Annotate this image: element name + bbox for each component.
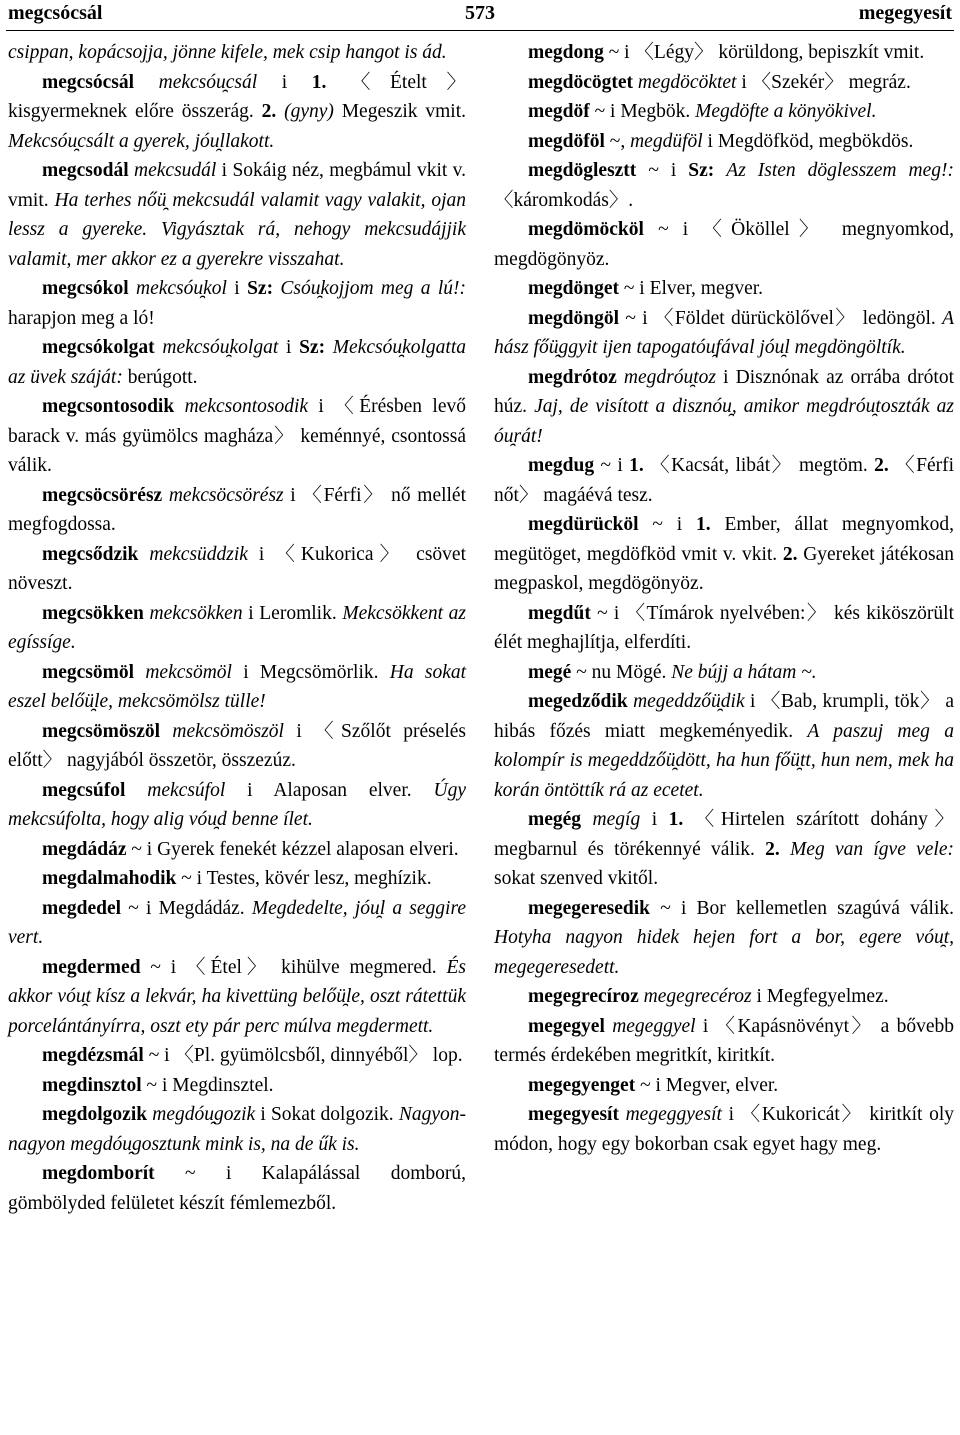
dictionary-entry — [8, 392, 466, 481]
definition-text: i Sokáig néz, megbámul vkit v. vmit. — [8, 160, 466, 211]
italic-text: mekcsüddzik — [149, 543, 248, 565]
headword: megedződik — [528, 691, 628, 712]
bold-label: 2. — [765, 838, 780, 860]
italic-text: Mekcsóu̯csált a gyerek, jóu̯llakott. — [8, 130, 275, 152]
italic-text: Ne bújj a hátam ~. — [671, 661, 817, 683]
dictionary-entry — [494, 982, 954, 1012]
italic-text: A paszuj meg a kolompír is megeddzőü̯dött, ha hun főü̯tt, hun nem, mek ha korán öntöttík rá az ecetet. — [494, 720, 954, 801]
dictionary-entry — [8, 540, 466, 599]
definition-text: i 〈Kukoricát〉 kiritkít oly módon, hogy egy bokorban csak egyet hagy meg. — [494, 1104, 954, 1155]
headword: megdedel — [42, 897, 122, 919]
definition-text: 〈káromkodás〉. — [494, 189, 634, 211]
dictionary-entry — [494, 127, 954, 157]
definition-text: ~ i Megdinsztel. — [141, 1074, 274, 1096]
headword: megdöcögtet — [528, 71, 634, 93]
italic-text: Úgy mekcsúfolta, hogy alig vóu̯d benne ílet. — [8, 779, 467, 830]
italic-text: mekcsömöl — [145, 661, 232, 683]
dictionary-entry — [8, 68, 466, 157]
definition-text: 〈Férfi nőt〉 magáévá tesz. — [494, 455, 955, 506]
italic-text: mekcsúfol — [147, 779, 226, 801]
bold-label: 1. — [668, 809, 684, 830]
bold-label: Sz: — [688, 160, 715, 181]
italic-text: megdöcöktet — [637, 71, 737, 93]
definition-text: ~ i 〈Pl. gyümölcsből, dinnyéből〉 lop. — [143, 1045, 463, 1066]
definition-text: ~ i 〈Légy〉 körüldong, bepiszkít vmit. — [603, 42, 925, 63]
headword: megcsodál — [42, 160, 129, 181]
italic-text: Megdedelte, jóu̯l a seggire vert. — [8, 897, 466, 948]
definition-text: i Megcsömörlik. — [231, 661, 390, 683]
dictionary-entry — [8, 835, 466, 865]
headword: megdomborít — [42, 1163, 155, 1184]
bold-label: 2. — [782, 543, 798, 565]
definition-text: ~ i Testes, kövér lesz, meghízik. — [176, 868, 432, 889]
definition-text: i — [278, 337, 300, 358]
definition-text: ~ i Elver, megver. — [619, 278, 764, 299]
italic-text: megdüföl — [630, 130, 703, 152]
italic-text: mekcsóu̯kolgat — [162, 337, 279, 358]
definition-text — [714, 160, 726, 181]
bold-label: 1. — [311, 71, 327, 93]
definition-text: ~ nu Mögé. — [571, 661, 672, 683]
definition-text: i 〈Szőlőt préselés előtt〉 nagyjából összetör, összezúz. — [8, 720, 467, 771]
definition-text: i 〈Szekér〉 megráz. — [736, 71, 911, 93]
italic-text: megdróu̯toz — [623, 366, 717, 388]
dictionary-entry — [8, 481, 466, 540]
entry-continuation — [8, 38, 466, 68]
headword: megcsődzik — [42, 543, 139, 565]
dictionary-entry — [8, 599, 466, 658]
headword: megcsókolgat — [42, 337, 155, 358]
definition-text: sokat szenved vkitől. — [494, 868, 659, 889]
headword: megdrótoz — [528, 366, 617, 388]
page-header — [8, 0, 952, 30]
definition-text — [138, 544, 149, 565]
dictionary-entry — [494, 451, 954, 510]
definition-text: i Alaposan elver. — [225, 779, 434, 801]
left-column — [8, 38, 466, 1218]
dictionary-entry — [8, 864, 466, 894]
headword: megcsökken — [42, 602, 144, 624]
dictionary-entry — [8, 1041, 466, 1071]
definition-text — [134, 662, 145, 683]
definition-text: ~ i 〈Étel〉 kihülve megmered. — [140, 956, 447, 978]
headword: megdug — [528, 455, 595, 476]
italic-text: megeddzőü̯dik — [633, 691, 745, 712]
definition-text: ~ i 〈Ököllel〉 megnyomkod, megdögönyöz. — [494, 219, 954, 270]
headword: megdönget — [528, 278, 619, 299]
dictionary-entry — [494, 363, 954, 452]
dictionary-entry — [8, 894, 466, 953]
dictionary-entry — [494, 304, 954, 363]
definition-text: ~ i 〈Tímárok nyelvében:〉 kés kiköszörült élét meghajlítja, elferdíti. — [494, 602, 954, 653]
definition-text — [162, 485, 169, 506]
dictionary-entry — [494, 274, 954, 304]
definition-text: i 〈Férfi〉 nő mellét megfogdossa. — [8, 484, 467, 535]
headword: megdöngöl — [528, 307, 620, 329]
definition-text: i 〈Bab, krumpli, tök〉 a hibás főzés miatt megkeményedik. — [494, 691, 954, 742]
definition-text: i Megfegyelmez. — [751, 986, 889, 1007]
header-right-guideword: megegyesít — [858, 2, 952, 24]
italic-text: És akkor vóu̯t kísz a lekvár, ha kivettüng belőü̯le, oszt rátettük porcelántányírra, oszt ety pár perc múlva megdermett. — [8, 956, 466, 1037]
italic-text: Hotyha nagyon hidek hejen fort a bor, egere vóu̯t, megegeresedett. — [494, 927, 954, 978]
definition-text: i Sokat dolgozik. — [255, 1104, 399, 1125]
italic-text: Meg van ígve vele: — [790, 838, 954, 860]
definition-text: ~ i — [636, 160, 689, 181]
italic-text: mekcsökken — [149, 602, 243, 624]
dictionary-entry — [494, 215, 954, 274]
italic-text: megeggyel — [612, 1015, 696, 1037]
italic-text: Mekcsóu̯kolgatta az üvek száját: — [8, 337, 466, 388]
bold-label: 2. — [261, 101, 277, 122]
italic-text: Az Isten döglesszem meg!: — [726, 160, 954, 181]
definition-text — [276, 101, 284, 122]
dictionary-entry — [494, 1071, 954, 1101]
headword: megdézsmál — [42, 1045, 144, 1066]
italic-text: A hász főü̯ggyit ijen tapogatóu̯fával jóu̯l megdöngöltík. — [494, 307, 954, 358]
definition-text: i 〈Érésben levő barack v. más gyümölcs magháza〉 keménnyé, csontossá válik. — [8, 396, 467, 476]
definition-text: i 〈Kapásnövényt〉 a bővebb termés érdekében megritkít, kiritkít. — [494, 1015, 954, 1066]
definition-text — [581, 809, 592, 830]
definition-text: Megeszik vmit. — [333, 101, 466, 122]
definition-text: ~ i Bor kellemetlen szagúvá válik. — [650, 897, 954, 919]
headword: megdong — [528, 42, 604, 63]
definition-text: ~ i Megdádáz. — [121, 897, 252, 919]
dictionary-entry — [494, 894, 954, 983]
bold-label: Sz: — [247, 278, 274, 299]
definition-text — [134, 72, 159, 93]
dictionary-entry — [494, 38, 954, 68]
definition-text: ~ i Kalapálással domború, gömbölyded felületet készít fémlemezből. — [8, 1163, 466, 1214]
definition-text: Ember, állat megnyomkod, megütöget, megdöfköd vmit v. vkit. — [494, 514, 954, 565]
dictionary-entry — [494, 156, 954, 215]
headword: megdöglesztt — [528, 160, 637, 181]
definition-text: ~ i — [638, 514, 697, 535]
dictionary-entry — [8, 333, 466, 392]
dictionary-entry — [494, 97, 954, 127]
definition-text: i Disznónak az orrába drótot húz. — [494, 366, 955, 417]
headword: megcsócsál — [42, 71, 135, 93]
definition-text: 〈Ételt〉 kisgyermeknek előre összerág. — [8, 71, 467, 122]
definition-text: berúgott. — [122, 366, 198, 388]
headword: megdádáz — [42, 838, 127, 860]
italic-text: mekcsömöszöl — [172, 720, 284, 742]
dictionary-entry — [8, 776, 466, 835]
definition-text — [129, 278, 136, 299]
definition-text: i — [226, 278, 248, 299]
headword: megdöföl — [528, 130, 605, 152]
definition-text: 〈Hirtelen szárított dohány〉 megbarnul és törékennyé válik. — [494, 809, 954, 860]
dictionary-entry — [494, 687, 954, 805]
headword: megdürücköl — [528, 514, 639, 535]
headword: megdömöcköl — [528, 219, 644, 240]
definition-text: ~ i 〈Földet dürückölővel〉 ledöngöl. — [619, 307, 943, 329]
italic-text: megdóu̯gozik — [152, 1104, 256, 1125]
italic-text: Ha terhes nőü̯ mekcsudál valamit vagy valakit, ojan lessz a gyereke. Vigyásztak rá, nehogy mekcsudájjik valamit, mer akkor ez a gyerekre visszahat. — [8, 189, 466, 270]
definition-text: 〈Kacsát, libát〉 megtöm. — [643, 455, 875, 476]
headword: megcsúfol — [42, 779, 126, 801]
italic-text: Mekcsökkent az egíssíge. — [8, 602, 466, 653]
dictionary-entry — [8, 274, 466, 333]
bold-label: Sz: — [299, 337, 326, 358]
headword: megegrecíroz — [528, 986, 639, 1007]
italic-text: csippan, kopácsojja, jönne kifele, mek csip hangot is ád. — [8, 42, 447, 63]
dictionary-entry — [8, 1071, 466, 1101]
definition-text: ~ i — [594, 455, 630, 476]
definition-text: ~ i Gyerek fenekét kézzel alaposan elveri. — [126, 838, 459, 860]
headword: megegeresedik — [528, 897, 651, 919]
right-column — [494, 38, 954, 1159]
headword: megé — [528, 661, 572, 683]
headword: megcsöcsörész — [42, 484, 163, 506]
italic-text: (gyny) — [284, 101, 334, 122]
headword: megegyenget — [528, 1074, 636, 1096]
headword: megcsömöszöl — [42, 720, 161, 742]
italic-text: Nagyon-nagyon megdóu̯gosztunk mink is, na de űk is. — [8, 1104, 467, 1155]
dictionary-entry — [494, 68, 954, 98]
italic-text: Megdöfte a könyökivel. — [695, 101, 877, 122]
definition-text — [174, 396, 184, 417]
italic-text: mekcsóu̯kol — [136, 278, 227, 299]
italic-text: Jaj, de visított a disznóu̯, amikor megdróu̯toszták az óu̯rát! — [494, 396, 954, 447]
dictionary-entry — [494, 599, 954, 658]
headword: megdinsztol — [42, 1074, 142, 1096]
italic-text: mekcsóu̯csál — [158, 71, 258, 93]
dictionary-entry — [494, 1100, 954, 1159]
headword: megcsömöl — [42, 661, 135, 683]
headword: megdöf — [528, 101, 590, 122]
bold-label: 2. — [874, 455, 889, 476]
definition-text — [160, 721, 172, 742]
definition-text: Gyereket játékosan megpaskol, megdögönyöz. — [494, 543, 954, 594]
headword: megég — [528, 809, 582, 830]
dictionary-entry — [8, 658, 466, 717]
headword: megegyesít — [528, 1104, 619, 1125]
definition-text: i Leromlik. — [242, 602, 343, 624]
dictionary-entry — [8, 717, 466, 776]
dictionary-entry — [8, 953, 466, 1042]
dictionary-entry — [494, 510, 954, 599]
headword: megegyel — [528, 1015, 605, 1037]
italic-text: Csóu̯kojjom meg a lú!: — [280, 278, 467, 299]
headword: megdalmahodik — [42, 868, 177, 889]
italic-text: megíg — [592, 809, 641, 830]
headword: megdolgozik — [42, 1104, 148, 1125]
headword: megdűt — [528, 602, 591, 624]
definition-text: ~ i Megver, elver. — [635, 1074, 779, 1096]
definition-text: i 〈Kukorica〉 csövet növeszt. — [8, 543, 466, 594]
definition-text — [125, 780, 147, 801]
definition-text: ~, — [604, 130, 631, 152]
italic-text: megegrecéroz — [643, 986, 752, 1007]
definition-text: harapjon meg a ló! — [8, 307, 155, 329]
bold-label: 1. — [629, 455, 644, 476]
definition-text — [780, 839, 790, 860]
italic-text: mekcsudál — [134, 160, 217, 181]
dictionary-entry — [494, 1012, 954, 1071]
dictionary-entry — [494, 658, 954, 688]
definition-text — [619, 1104, 626, 1125]
page-number: 573 — [465, 2, 495, 24]
definition-text: i Megdöfköd, megbökdös. — [702, 130, 914, 152]
italic-text: mekcsontosodik — [184, 396, 309, 417]
headword: megcsontosodik — [42, 396, 175, 417]
dictionary-entry — [8, 1100, 466, 1159]
headword: megcsókol — [42, 278, 129, 299]
italic-text: megeggyesít — [625, 1104, 722, 1125]
bold-label: 1. — [696, 514, 711, 535]
definition-text: i — [640, 809, 669, 830]
dictionary-entry — [494, 805, 954, 894]
dictionary-entry — [8, 1159, 466, 1218]
headword: megdermed — [42, 956, 141, 978]
definition-text: i — [257, 71, 312, 93]
definition-text — [325, 337, 333, 358]
italic-text: mekcsöcsörész — [168, 484, 284, 506]
dictionary-entry — [8, 156, 466, 274]
definition-text: ~ i Megbök. — [589, 101, 696, 122]
header-rule — [6, 30, 954, 31]
italic-text: Ha sokat eszel belőü̯le, mekcsömölsz tülle! — [8, 661, 467, 712]
definition-text — [617, 367, 624, 388]
header-left-guideword: megcsócsál — [8, 2, 103, 24]
